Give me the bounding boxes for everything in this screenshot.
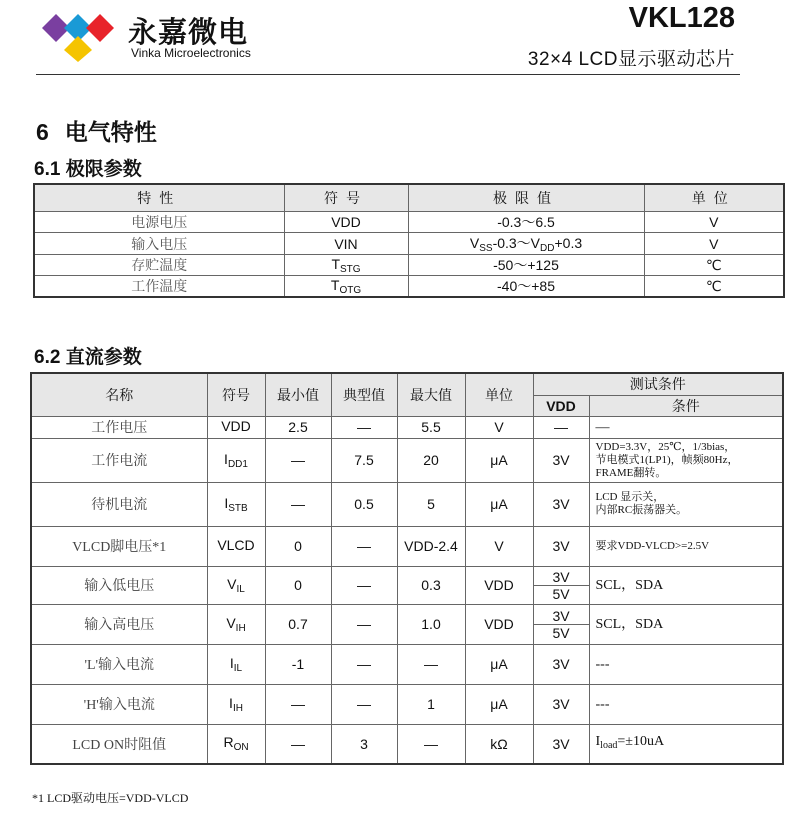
part-number: VKL128 [628,2,735,34]
param-max [397,526,465,566]
value-part: -0.3～V [492,235,541,251]
param-max [397,604,465,644]
param-name-text: 输入高电压 [84,618,155,633]
param-name-text: 输入低电压 [84,579,155,594]
vdd-value: 3V [552,496,570,512]
param-min [265,526,331,566]
min-value: 0.7 [288,616,308,632]
table-row [31,482,783,526]
abs-max-table [33,183,785,298]
param-typ [331,438,397,482]
vdd-value: 3V [552,696,570,712]
header-divider [36,74,740,75]
param-typ [331,526,397,566]
table-row [31,604,783,644]
footnote: *1 LCD驱动电压=VDD-VLCD [32,791,189,805]
param-unit [465,566,533,604]
col-header-unit: 单位 [644,184,784,212]
param-name [31,684,207,724]
param-unit [465,438,533,482]
part-description: 32×4 LCD显示驱动芯片 [527,49,735,70]
condition-line: — [595,419,610,435]
param-name [31,644,207,684]
test-condition [589,724,783,764]
test-condition [589,482,783,526]
dc-params-table [30,372,784,765]
param-name-text: LCD ON时阻值 [72,737,167,753]
param-symbol [207,644,265,684]
value-subscript: SS [479,243,493,254]
param-typ [331,644,397,684]
symbol-main: VDD [221,417,251,434]
symbol-subscript: DD1 [227,458,248,470]
param-max [397,482,465,526]
test-vdd [533,724,589,764]
section-name: 电气特性 [64,119,157,145]
value-part: V [469,235,480,251]
section-title [36,114,157,147]
condition-line: 内部RC振荡器关。 [595,504,688,516]
table-header-row [34,184,784,212]
condition-part: I [595,734,601,750]
symbol-subscript: STB [228,502,248,514]
vdd-value: 3V [552,735,570,752]
param-name-text: 待机电流 [91,498,148,513]
param-typ [331,724,397,764]
param-name-text: 工作电流 [91,454,148,469]
param-name: 输入电压 [34,233,284,255]
col-header-symbol: 符号 [284,184,408,212]
company-name-en: Vinka Microelectronics [131,46,251,60]
abs-max-title: 6.1 极限参数 [34,159,142,180]
param-max [397,438,465,482]
unit-value: μA [490,696,508,712]
symbol-main: R [223,734,234,751]
test-condition [589,644,783,684]
col-header-test-conditions: 测试条件 [533,373,783,395]
typ-value: — [357,696,371,712]
table-row [34,233,784,255]
typ-value: — [357,538,371,554]
test-condition [589,604,783,644]
param-typ [331,416,397,438]
condition-line: FRAME翻转。 [595,466,667,479]
unit-value: kΩ [490,735,508,752]
typ-value: 7.5 [354,452,374,468]
typ-value: — [357,616,371,632]
param-min [265,684,331,724]
param-value: -50～+125 [408,255,644,276]
param-symbol [207,684,265,724]
param-symbol [284,255,408,276]
param-symbol [207,482,265,526]
min-value: 0 [294,538,302,554]
param-symbol [284,276,408,298]
table-row [31,724,783,764]
min-value: — [291,735,305,752]
condition-line: SCL，SDA [595,577,664,593]
param-symbol: VIN [284,233,408,255]
param-unit [465,724,533,764]
param-unit: V [644,212,784,233]
test-vdd [533,566,589,604]
test-vdd [533,482,589,526]
vdd-value: 3V [534,608,589,625]
min-value: — [291,496,305,512]
col-header-max: 最大值 [397,373,465,416]
col-header-vdd: VDD [533,395,589,416]
section-number: 6 [36,119,49,145]
param-typ [331,604,397,644]
param-name [31,438,207,482]
table-row [31,566,783,604]
vdd-value: 3V [552,452,570,468]
logo-icon [40,10,116,62]
vdd-value: — [554,419,568,435]
test-vdd [533,416,589,438]
param-symbol [207,724,265,764]
max-value: 1 [427,696,435,712]
col-header-name: 名称 [31,373,207,416]
param-unit [465,644,533,684]
test-vdd [533,526,589,566]
param-unit [465,526,533,566]
test-condition [589,566,783,604]
min-value: -1 [291,656,305,672]
symbol-main: T [330,276,340,293]
param-min [265,416,331,438]
param-max [397,724,465,764]
condition-part: =±10uA [617,734,665,750]
col-header-symbol: 符号 [207,373,265,416]
param-name: 工作温度 [34,276,284,298]
test-vdd [533,604,589,644]
param-max [397,684,465,724]
test-vdd [533,644,589,684]
param-unit [465,482,533,526]
condition-line: LCD 显示关， [595,491,665,503]
param-value [408,233,644,255]
condition-line: 要求VDD-VLCD>=2.5V [595,539,710,552]
col-header-characteristic: 特性 [34,184,284,212]
col-header-condition: 条件 [589,395,783,416]
param-unit [465,684,533,724]
param-name: 存贮温度 [34,255,284,276]
param-unit: ℃ [644,255,784,276]
param-name-text: VLCD脚电压*1 [72,540,167,555]
typ-value: — [357,656,371,672]
symbol-main: I [224,494,229,511]
table-row [31,438,783,482]
condition-line: --- [595,696,610,712]
condition-line: 节电模式1(LP1)，帧频80Hz， [595,453,739,466]
table-row [34,255,784,276]
unit-value: V [494,419,504,435]
condition-line: VDD=3.3V，25℃，1/3bias， [595,440,736,453]
param-name [31,482,207,526]
param-name [31,604,207,644]
max-value: VDD-2.4 [404,538,458,554]
dc-params-title: 6.2 直流参数 [34,347,142,368]
symbol-main: I [229,694,233,711]
param-name [31,526,207,566]
min-value: 0 [294,577,302,593]
vdd-value: 3V [552,656,570,672]
typ-value: 0.5 [354,496,374,512]
col-header-typ: 典型值 [331,373,397,416]
symbol-main: V [226,614,236,631]
param-unit [465,416,533,438]
test-condition [589,526,783,566]
table-row [31,416,783,438]
param-symbol [207,438,265,482]
symbol-subscript: IL [233,662,243,674]
vdd-value: 5V [552,585,570,602]
param-symbol [207,604,265,644]
param-symbol: VDD [284,212,408,233]
symbol-subscript: STG [340,263,361,275]
param-max [397,416,465,438]
param-typ [331,482,397,526]
table-row [31,526,783,566]
typ-value: — [357,419,371,435]
param-name [31,416,207,438]
test-condition [589,416,783,438]
param-value: -40～+85 [408,276,644,298]
symbol-main: V [227,575,237,592]
unit-value: μA [490,496,508,512]
value-subscript: DD [540,243,555,254]
symbol-main: I [229,654,234,671]
param-name [31,566,207,604]
symbol-subscript: IH [235,622,246,634]
param-unit: V [644,233,784,255]
param-typ [331,684,397,724]
param-min [265,644,331,684]
param-name-text: 'H'输入电流 [83,698,155,713]
param-name [31,724,207,764]
param-unit [465,604,533,644]
table-row [31,684,783,724]
param-min [265,566,331,604]
param-max [397,644,465,684]
param-symbol [207,526,265,566]
col-header-limit: 极限值 [408,184,644,212]
min-value: — [291,696,305,712]
typ-value: — [357,577,371,593]
max-value: 0.3 [421,577,441,593]
max-value: 5.5 [421,419,441,435]
unit-value: VDD [484,616,514,632]
max-value: 20 [423,452,439,468]
unit-value: μA [490,452,508,468]
symbol-main: T [331,255,340,272]
param-name-text: 工作电压 [91,421,148,436]
max-value: — [424,735,438,752]
vdd-value: 5V [552,624,570,641]
param-value: -0.3～6.5 [408,212,644,233]
symbol-subscript: OTG [339,284,362,296]
param-symbol [207,416,265,438]
param-min [265,604,331,644]
typ-value: 3 [360,735,368,752]
unit-value: V [494,538,504,554]
param-symbol [207,566,265,604]
table-row [34,276,784,298]
table-header-row [31,373,783,395]
test-vdd [533,684,589,724]
test-vdd [533,438,589,482]
max-value: 1.0 [421,616,441,632]
value-part: +0.3 [554,235,583,251]
param-max [397,566,465,604]
test-condition [589,684,783,724]
col-header-min: 最小值 [265,373,331,416]
condition-line: --- [595,656,610,672]
symbol-main: I [224,450,228,467]
param-min [265,438,331,482]
symbol-subscript: ON [233,742,249,754]
table-row [34,212,784,233]
param-name-text: 'L'输入电流 [84,658,155,673]
min-value: 2.5 [288,419,308,435]
max-value: — [424,656,438,672]
vdd-value: 3V [534,569,589,586]
col-header-unit: 单位 [465,373,533,416]
max-value: 5 [427,496,435,512]
param-typ [331,566,397,604]
test-condition [589,438,783,482]
unit-value: VDD [484,577,514,593]
condition-line: SCL，SDA [595,616,664,632]
param-min [265,724,331,764]
unit-value: μA [490,656,508,672]
param-min [265,482,331,526]
vdd-value: 3V [552,538,570,554]
min-value: — [291,452,305,468]
company-name-cn: 永嘉微电 [128,17,249,49]
param-unit: ℃ [644,276,784,298]
symbol-subscript: IL [236,583,245,595]
symbol-subscript: IH [232,702,243,714]
table-row [31,644,783,684]
param-name: 电源电压 [34,212,284,233]
condition-subscript: load [600,740,618,752]
symbol-main: VLCD [217,536,255,553]
